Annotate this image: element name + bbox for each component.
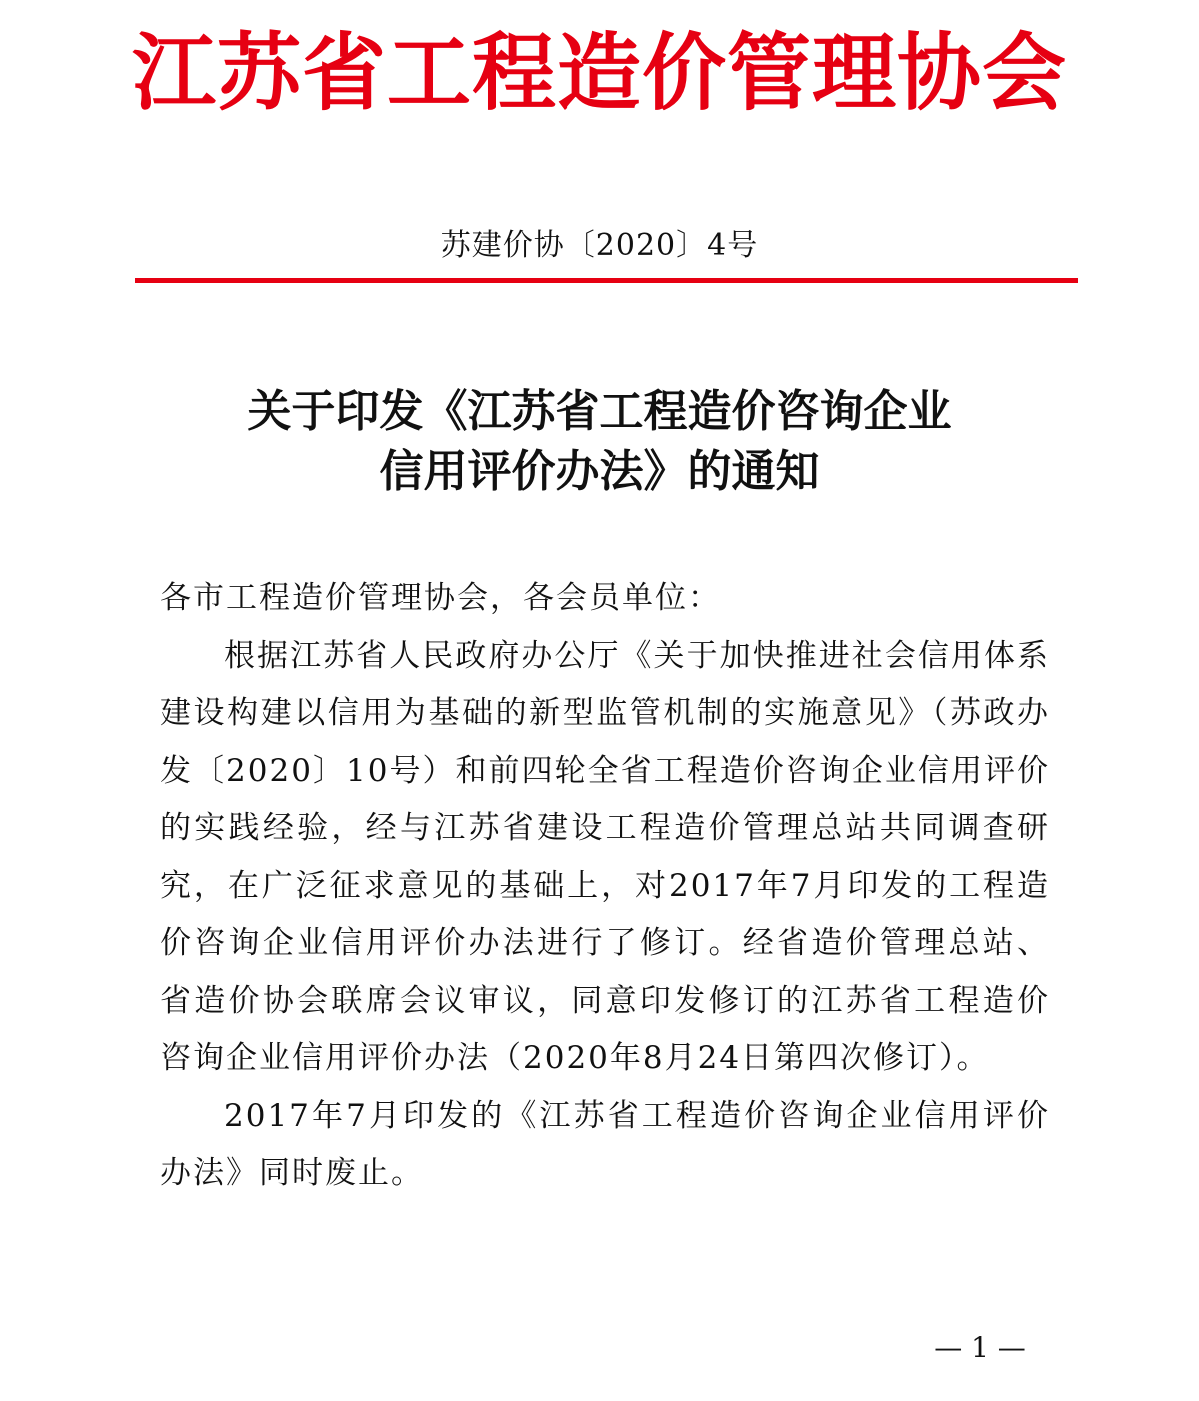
- body-paragraph-1: 根据江苏省人民政府办公厅《关于加快推进社会信用体系建设构建以信用为基础的新型监管机制的实施意见》（苏政办发〔2020〕10号）和前四轮全省工程造价咨询企业信用评价的实践经验，经与江苏省建设工程造价管理总站共同调查研究，在广泛征求意见的基础上，对2017年7月印发的工程造价咨询企业信用评价办法进行了修订。经省造价管理总站、省造价协会联席会议审议，同意印发修订的江苏省工程造价咨询企业信用评价办法（2020年8月24日第四次修订）。: [160, 637, 1050, 1076]
- notice-title-line-2: 信用评价办法》的通知: [379, 446, 820, 497]
- document-number: 苏建价协〔2020〕4号: [440, 228, 759, 263]
- notice-title-line-1: 关于印发《江苏省工程造价咨询企业: [247, 386, 952, 437]
- notice-title: [0, 382, 1199, 502]
- page-number: — 1 —: [934, 1331, 1026, 1364]
- body-paragraph-2: 2017年7月印发的《江苏省工程造价咨询企业信用评价办法》同时废止。: [160, 1097, 1050, 1191]
- salutation: 各市工程造价管理协会，各会员单位：: [160, 580, 721, 616]
- organization-header: 江苏省工程造价管理协会: [131, 23, 1067, 122]
- red-divider-line: [135, 278, 1078, 283]
- notice-body: [160, 570, 1050, 1203]
